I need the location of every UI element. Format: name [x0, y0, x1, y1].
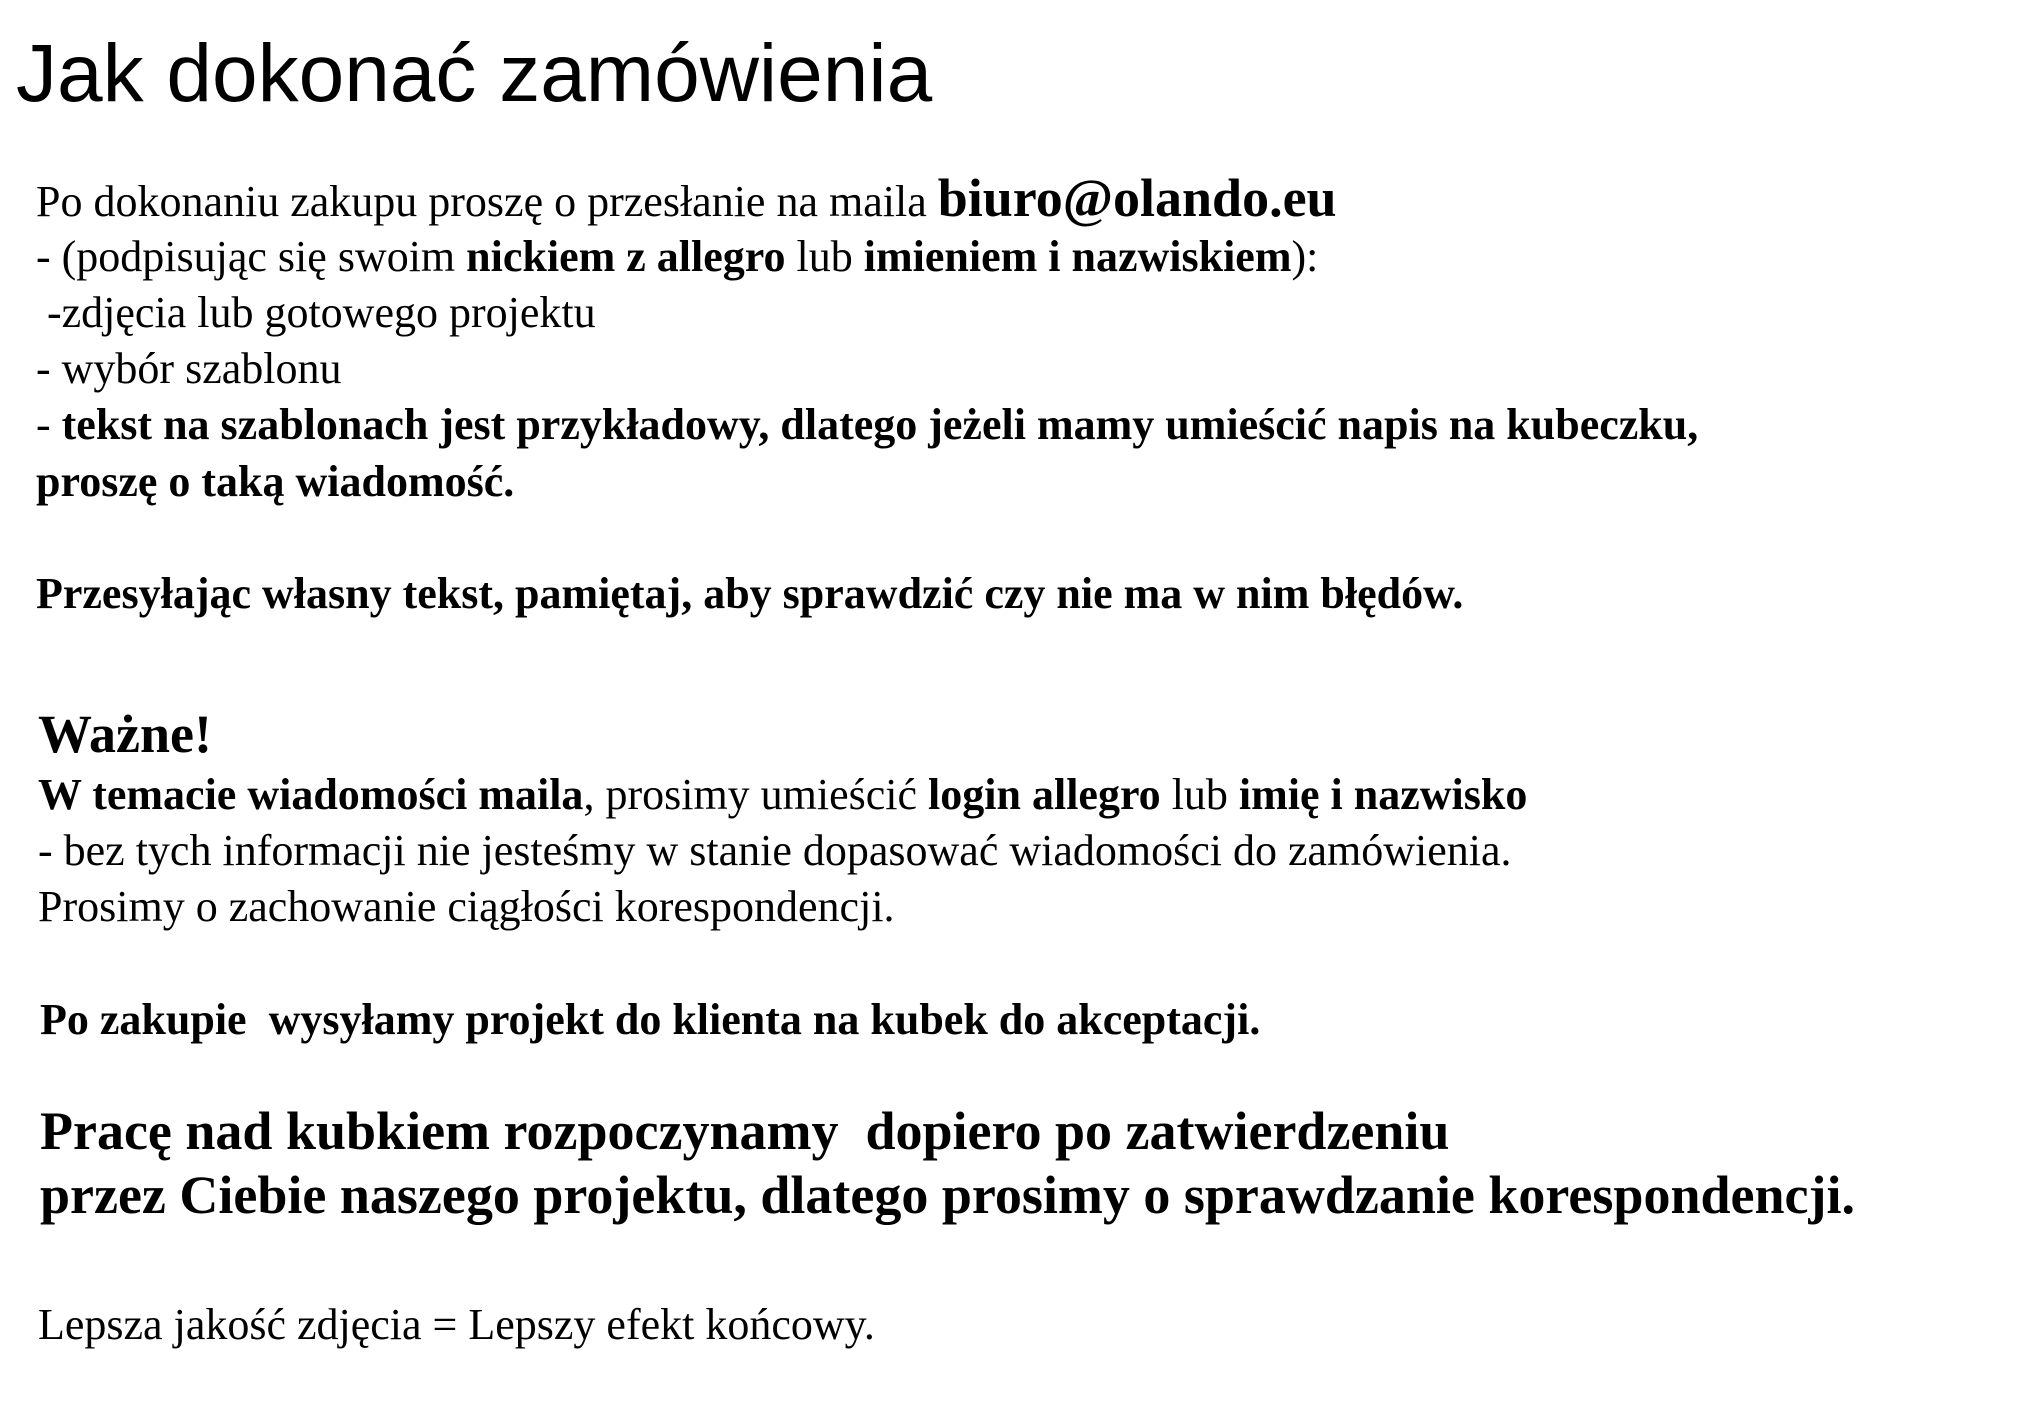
text-note-line-2: proszę o taką wiadomość. — [36, 457, 515, 506]
subject-or: lub — [1160, 770, 1239, 819]
sign-nick: nickiem z allegro — [466, 232, 786, 281]
subject-mid: , prosimy umieścić — [583, 770, 929, 819]
work-start-line-2: przez Ciebie naszego projektu, dlatego prosimy o sprawdzanie korespondencji. — [40, 1165, 1855, 1225]
work-start-line-1: Pracę nad kubkiem rozpoczynamy dopiero po zatwierdzeniu — [40, 1101, 1450, 1161]
subject-instruction — [38, 767, 1527, 823]
sign-name: imieniem i nazwiskiem — [863, 232, 1292, 281]
check-errors-note: Przesyłając własny tekst, pamiętaj, aby sprawdzić czy nie ma w nim błędów. — [36, 569, 1464, 618]
subject-bold: W temacie wiadomości maila — [38, 770, 584, 819]
sign-suffix: ): — [1291, 232, 1319, 281]
text-note-dash: - — [36, 400, 62, 449]
subject-name: imię i nazwisko — [1238, 770, 1528, 819]
sign-or: lub — [785, 232, 864, 281]
intro-lead-text: Po dokonaniu zakupu proszę o przesłanie na maila — [36, 177, 938, 226]
quality-note: Lepsza jakość zdjęcia = Lepszy efekt końcowy. — [38, 1300, 875, 1349]
continuity-note: Prosimy o zachowanie ciągłości korespondencji. — [38, 882, 895, 931]
important-heading: Ważne! — [38, 704, 212, 764]
subject-login: login allegro — [928, 770, 1161, 819]
photo-item: -zdjęcia lub gotowego projektu — [36, 288, 596, 337]
intro-line — [36, 170, 1337, 230]
after-purchase-note: Po zakupie wysyłamy projekt do klienta na kubek do akceptacji. — [40, 995, 1261, 1044]
no-info-warning: - bez tych informacji nie jesteśmy w stanie dopasować wiadomości do zamówienia. — [38, 826, 1512, 875]
email-address: biuro@olando.eu — [937, 168, 1337, 228]
signature-instruction — [36, 229, 1318, 285]
text-note-line-1 — [36, 397, 1698, 453]
sign-prefix: - (podpisując się swoim — [36, 232, 467, 281]
page-title: Jak dokonać zamówienia — [16, 28, 933, 119]
text-note-bold: tekst na szablonach jest przykładowy, dlatego jeżeli mamy umieścić napis na kubeczku, — [61, 400, 1699, 449]
template-item: - wybór szablonu — [36, 344, 342, 393]
